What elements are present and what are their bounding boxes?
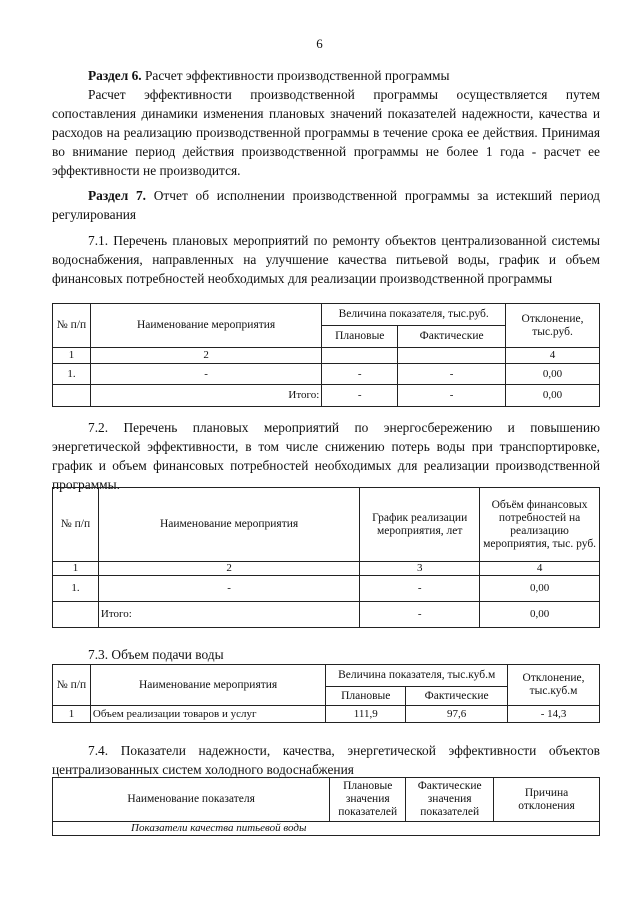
col-financing: Объём финансовых потребностей на реализацию мероприятия, тыс. руб. [480,488,600,562]
col-plan: Плановые [326,687,406,706]
section-7-3-heading: 7.3. Объем подачи воды [88,647,224,662]
col-value: Величина показателя, тыс.руб. [322,304,506,326]
index-row: 1 2 4 [53,348,600,364]
col-fact: Фактические [398,326,506,348]
index-row: 1 2 3 4 [53,562,600,576]
col-fact: Фактические значения показателей [406,778,494,822]
section-7-title: Раздел 7. Отчет об исполнении производственной программы за истекший период регулирования [52,188,600,222]
subheader-row: Показатели качества питьевой воды [53,822,600,836]
section-6 [52,66,600,180]
col-name: Наименование мероприятия [90,665,325,706]
col-name: Наименование мероприятия [90,304,321,348]
col-plan: Плановые [322,326,398,348]
col-value: Величина показателя, тыс.куб.м [326,665,508,687]
col-deviation: Отклонение, тыс.руб. [506,304,600,348]
section-7-1-heading: 7.1. Перечень плановых мероприятий по ремонту объектов централизованной системы водоснабжения, направленных на улучшение качества питьевой воды, график и объем финансовых потребностей необходимых для реализации производственной программы [52,233,600,286]
table-row: 1. - - 0,00 [53,576,600,602]
table-7-4 [52,777,600,836]
col-reason: Причина отклонения [494,778,600,822]
table-7-3 [52,664,600,723]
page-number: 6 [316,36,323,51]
table-row: 1. - - - 0,00 [53,364,600,385]
col-num: № п/п [53,304,91,348]
col-fact: Фактические [406,687,508,706]
total-row: Итого: - 0,00 [53,602,600,628]
section-7-2-heading: 7.2. Перечень плановых мероприятий по энергосбережению и повышению энергетической эффективности, в том числе снижению потерь воды при транспортировке, график и объем финансовых потребностей необходимых для реализации производственной программы. [52,420,600,492]
total-row: Итого: - - 0,00 [53,385,600,407]
table-row: 1 Объем реализации товаров и услуг 111,9 97,6 - 14,3 [53,706,600,723]
col-schedule: График реализации мероприятия, лет [360,488,480,562]
section-7-4-heading: 7.4. Показатели надежности, качества, энергетической эффективности объектов централизованных систем холодного водоснабжения [52,743,600,777]
col-indicator: Наименование показателя [53,778,330,822]
table-7-1 [52,303,600,407]
col-num: № п/п [53,488,99,562]
col-plan: Плановые значения показателей [330,778,406,822]
section-6-body: Расчет эффективности производственной программы осуществляется путем сопоставления динамики изменения плановых значений показателей надежности, качества и расходов на реализацию производственной программы в течение срока ее действия. Принимая во внимание период действия производственной программы не более 1 года - расчет ее эффективности не производится. [52,87,600,178]
table-7-2 [52,487,600,628]
col-name: Наименование мероприятия [98,488,359,562]
section-6-title: Раздел 6. Расчет эффективности производственной программы [88,68,450,83]
col-num: № п/п [53,665,91,706]
col-deviation: Отклонение, тыс.куб.м [508,665,600,706]
